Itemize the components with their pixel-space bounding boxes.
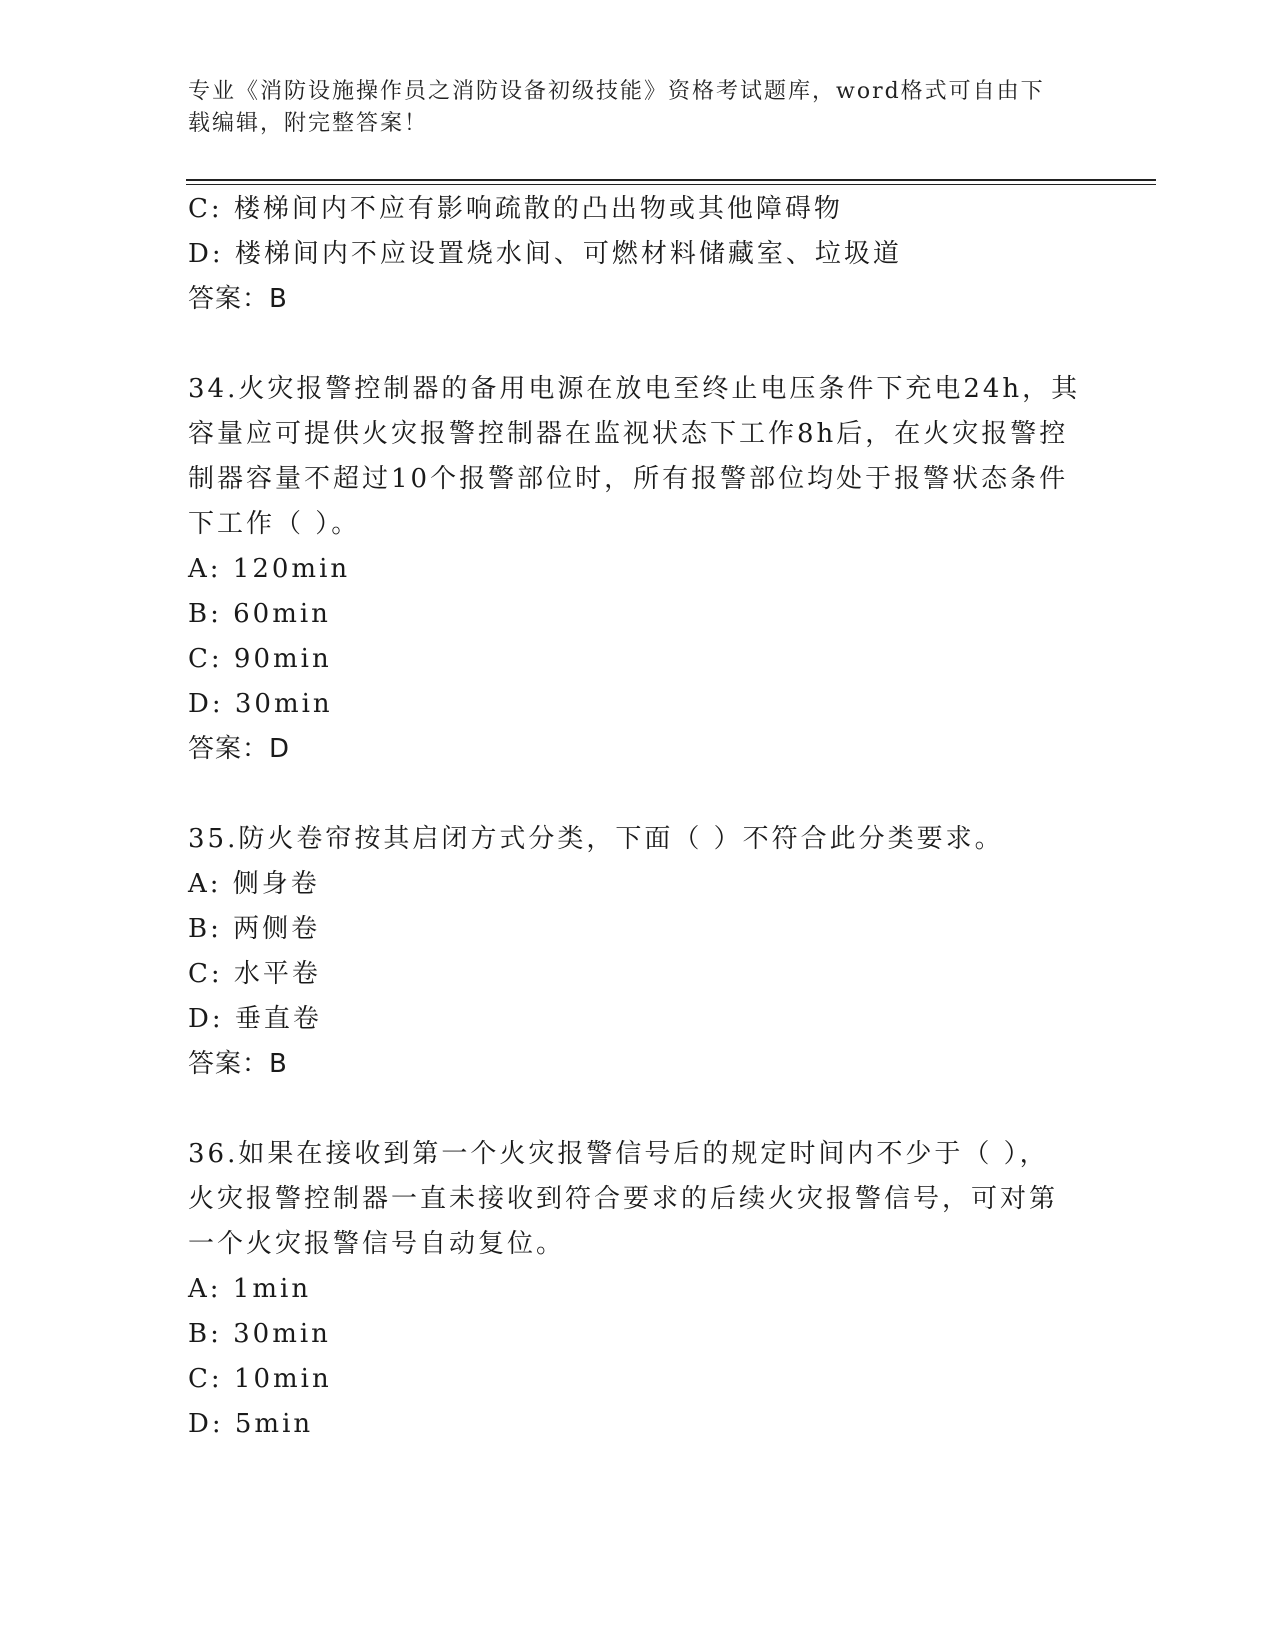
question-text-line: 制器容量不超过10个报警部位时，所有报警部位均处于报警状态条件 bbox=[188, 464, 1069, 494]
question-text-line: 35.防火卷帘按其启闭方式分类，下面（ ）不符合此分类要求。 bbox=[188, 824, 1004, 854]
question-text-line: 下工作（ ）。 bbox=[188, 509, 361, 539]
question-36 bbox=[188, 1132, 1088, 1447]
option-b: B: 30min bbox=[188, 1319, 331, 1349]
option-d: D: 垂直卷 bbox=[188, 1004, 322, 1034]
question-text-line: 一个火灾报警信号自动复位。 bbox=[188, 1229, 566, 1259]
header-divider-thick bbox=[186, 179, 1156, 181]
option-c: C: 楼梯间内不应有影响疏散的凸出物或其他障碍物 bbox=[188, 194, 843, 224]
header-line-2: 载编辑，附完整答案！ bbox=[188, 111, 429, 136]
option-c: C: 10min bbox=[188, 1364, 332, 1394]
question-35 bbox=[188, 817, 1088, 1087]
document-header bbox=[188, 76, 1068, 140]
answer: 答案：B bbox=[188, 284, 288, 314]
spacer bbox=[188, 1087, 1088, 1132]
option-b: B: 60min bbox=[188, 599, 331, 629]
header-line-1: 专业《消防设施操作员之消防设备初级技能》资格考试题库，word格式可自由下 bbox=[188, 79, 1045, 104]
question-text-line: 容量应可提供火灾报警控制器在监视状态下工作8h后，在火灾报警控 bbox=[188, 419, 1069, 449]
spacer bbox=[188, 772, 1088, 817]
spacer bbox=[188, 322, 1088, 367]
option-a: A: 1min bbox=[188, 1274, 312, 1304]
question-text-line: 火灾报警控制器一直未接收到符合要求的后续火灾报警信号，可对第 bbox=[188, 1184, 1059, 1214]
option-c: C: 90min bbox=[188, 644, 332, 674]
question-content bbox=[188, 187, 1088, 1447]
option-c: C: 水平卷 bbox=[188, 959, 321, 989]
question-33-tail bbox=[188, 187, 1088, 322]
option-b: B: 两侧卷 bbox=[188, 914, 321, 944]
question-text-line: 36.如果在接收到第一个火灾报警信号后的规定时间内不少于（ ）， bbox=[188, 1139, 1049, 1169]
option-d: D: 5min bbox=[188, 1409, 314, 1439]
header-divider-thin bbox=[186, 184, 1156, 185]
option-a: A: 侧身卷 bbox=[188, 869, 320, 899]
option-d: D: 30min bbox=[188, 689, 333, 719]
option-d: D: 楼梯间内不应设置烧水间、可燃材料储藏室、垃圾道 bbox=[188, 239, 902, 269]
answer: 答案：D bbox=[188, 734, 291, 764]
question-text-line: 34.火灾报警控制器的备用电源在放电至终止电压条件下充电24h，其 bbox=[188, 374, 1081, 404]
answer: 答案：B bbox=[188, 1049, 288, 1079]
option-a: A: 120min bbox=[188, 554, 351, 584]
question-34 bbox=[188, 367, 1088, 772]
